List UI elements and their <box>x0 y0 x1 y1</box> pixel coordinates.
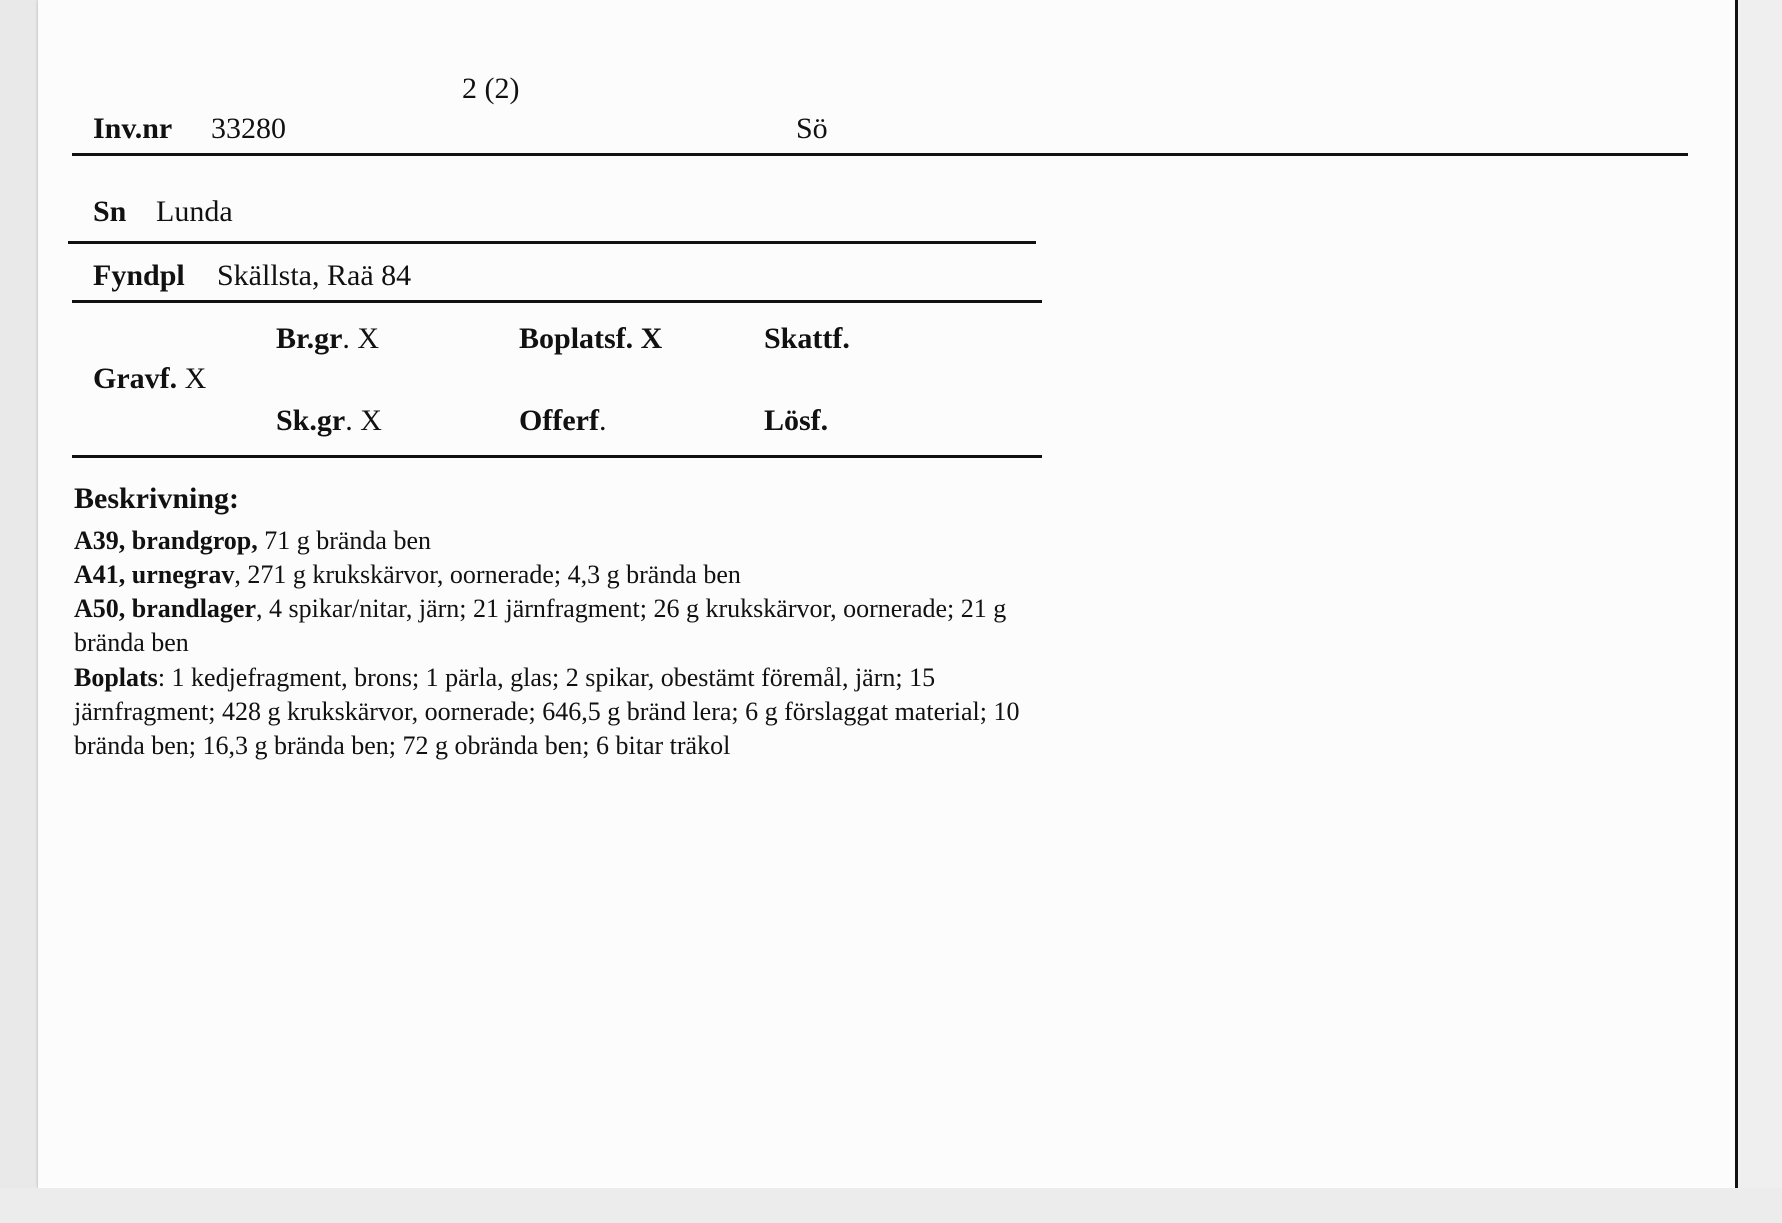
description-line: A41, urnegrav, 271 g krukskärvor, oornerade; 4,3 g brända ben <box>74 560 741 589</box>
description-line: järnfragment; 428 g krukskärvor, oornerade; 646,5 g bränd lera; 6 g förslaggat material; 10 <box>74 697 1020 726</box>
gravf-value: X <box>184 362 207 395</box>
sn-label: Sn <box>93 195 127 228</box>
fyndpl-rule <box>72 300 1042 303</box>
inv-nr-label: Inv.nr <box>93 112 173 145</box>
scan-edge-bottom <box>0 1188 1782 1223</box>
fyndpl-value: Skällsta, Raä 84 <box>217 259 412 292</box>
fyndpl-label: Fyndpl <box>93 259 185 292</box>
skattf-label: Skattf. <box>764 322 850 355</box>
gravf-label: Gravf. <box>93 362 178 395</box>
header-rule <box>72 153 1688 156</box>
description-line: brända ben; 16,3 g brända ben; 72 g obrända ben; 6 bitar träkol <box>74 731 731 760</box>
region-code: Sö <box>796 112 828 145</box>
inv-nr-value: 33280 <box>211 112 286 145</box>
brgr-label: Br.gr. X <box>276 322 380 355</box>
offerf-label: Offerf. <box>519 404 607 437</box>
losf-label: Lösf. <box>764 404 829 437</box>
offerf-value: . <box>598 404 607 437</box>
boplatsf-label: Boplatsf. X <box>519 322 663 355</box>
brgr-value: . X <box>342 322 380 355</box>
description-title: Beskrivning: <box>74 482 240 515</box>
findtype-rule <box>72 455 1042 458</box>
description-line: A50, brandlager, 4 spikar/nitar, järn; 21 järnfragment; 26 g krukskärvor, oornerade; 21 g <box>74 594 1007 623</box>
skgr-label: Sk.gr. X <box>276 404 382 437</box>
sn-rule <box>68 241 1036 244</box>
page-number: 2 (2) <box>462 72 520 105</box>
skgr-value: . X <box>345 404 382 437</box>
sn-value: Lunda <box>156 195 233 228</box>
scan-edge-right <box>1735 0 1782 1223</box>
description-line: brända ben <box>74 628 189 657</box>
gravf-field <box>93 362 206 396</box>
description-line: A39, brandgrop, 71 g brända ben <box>74 526 432 555</box>
description-line: Boplats: 1 kedjefragment, brons; 1 pärla, glas; 2 spikar, obestämt föremål, järn; 15 <box>74 663 936 692</box>
